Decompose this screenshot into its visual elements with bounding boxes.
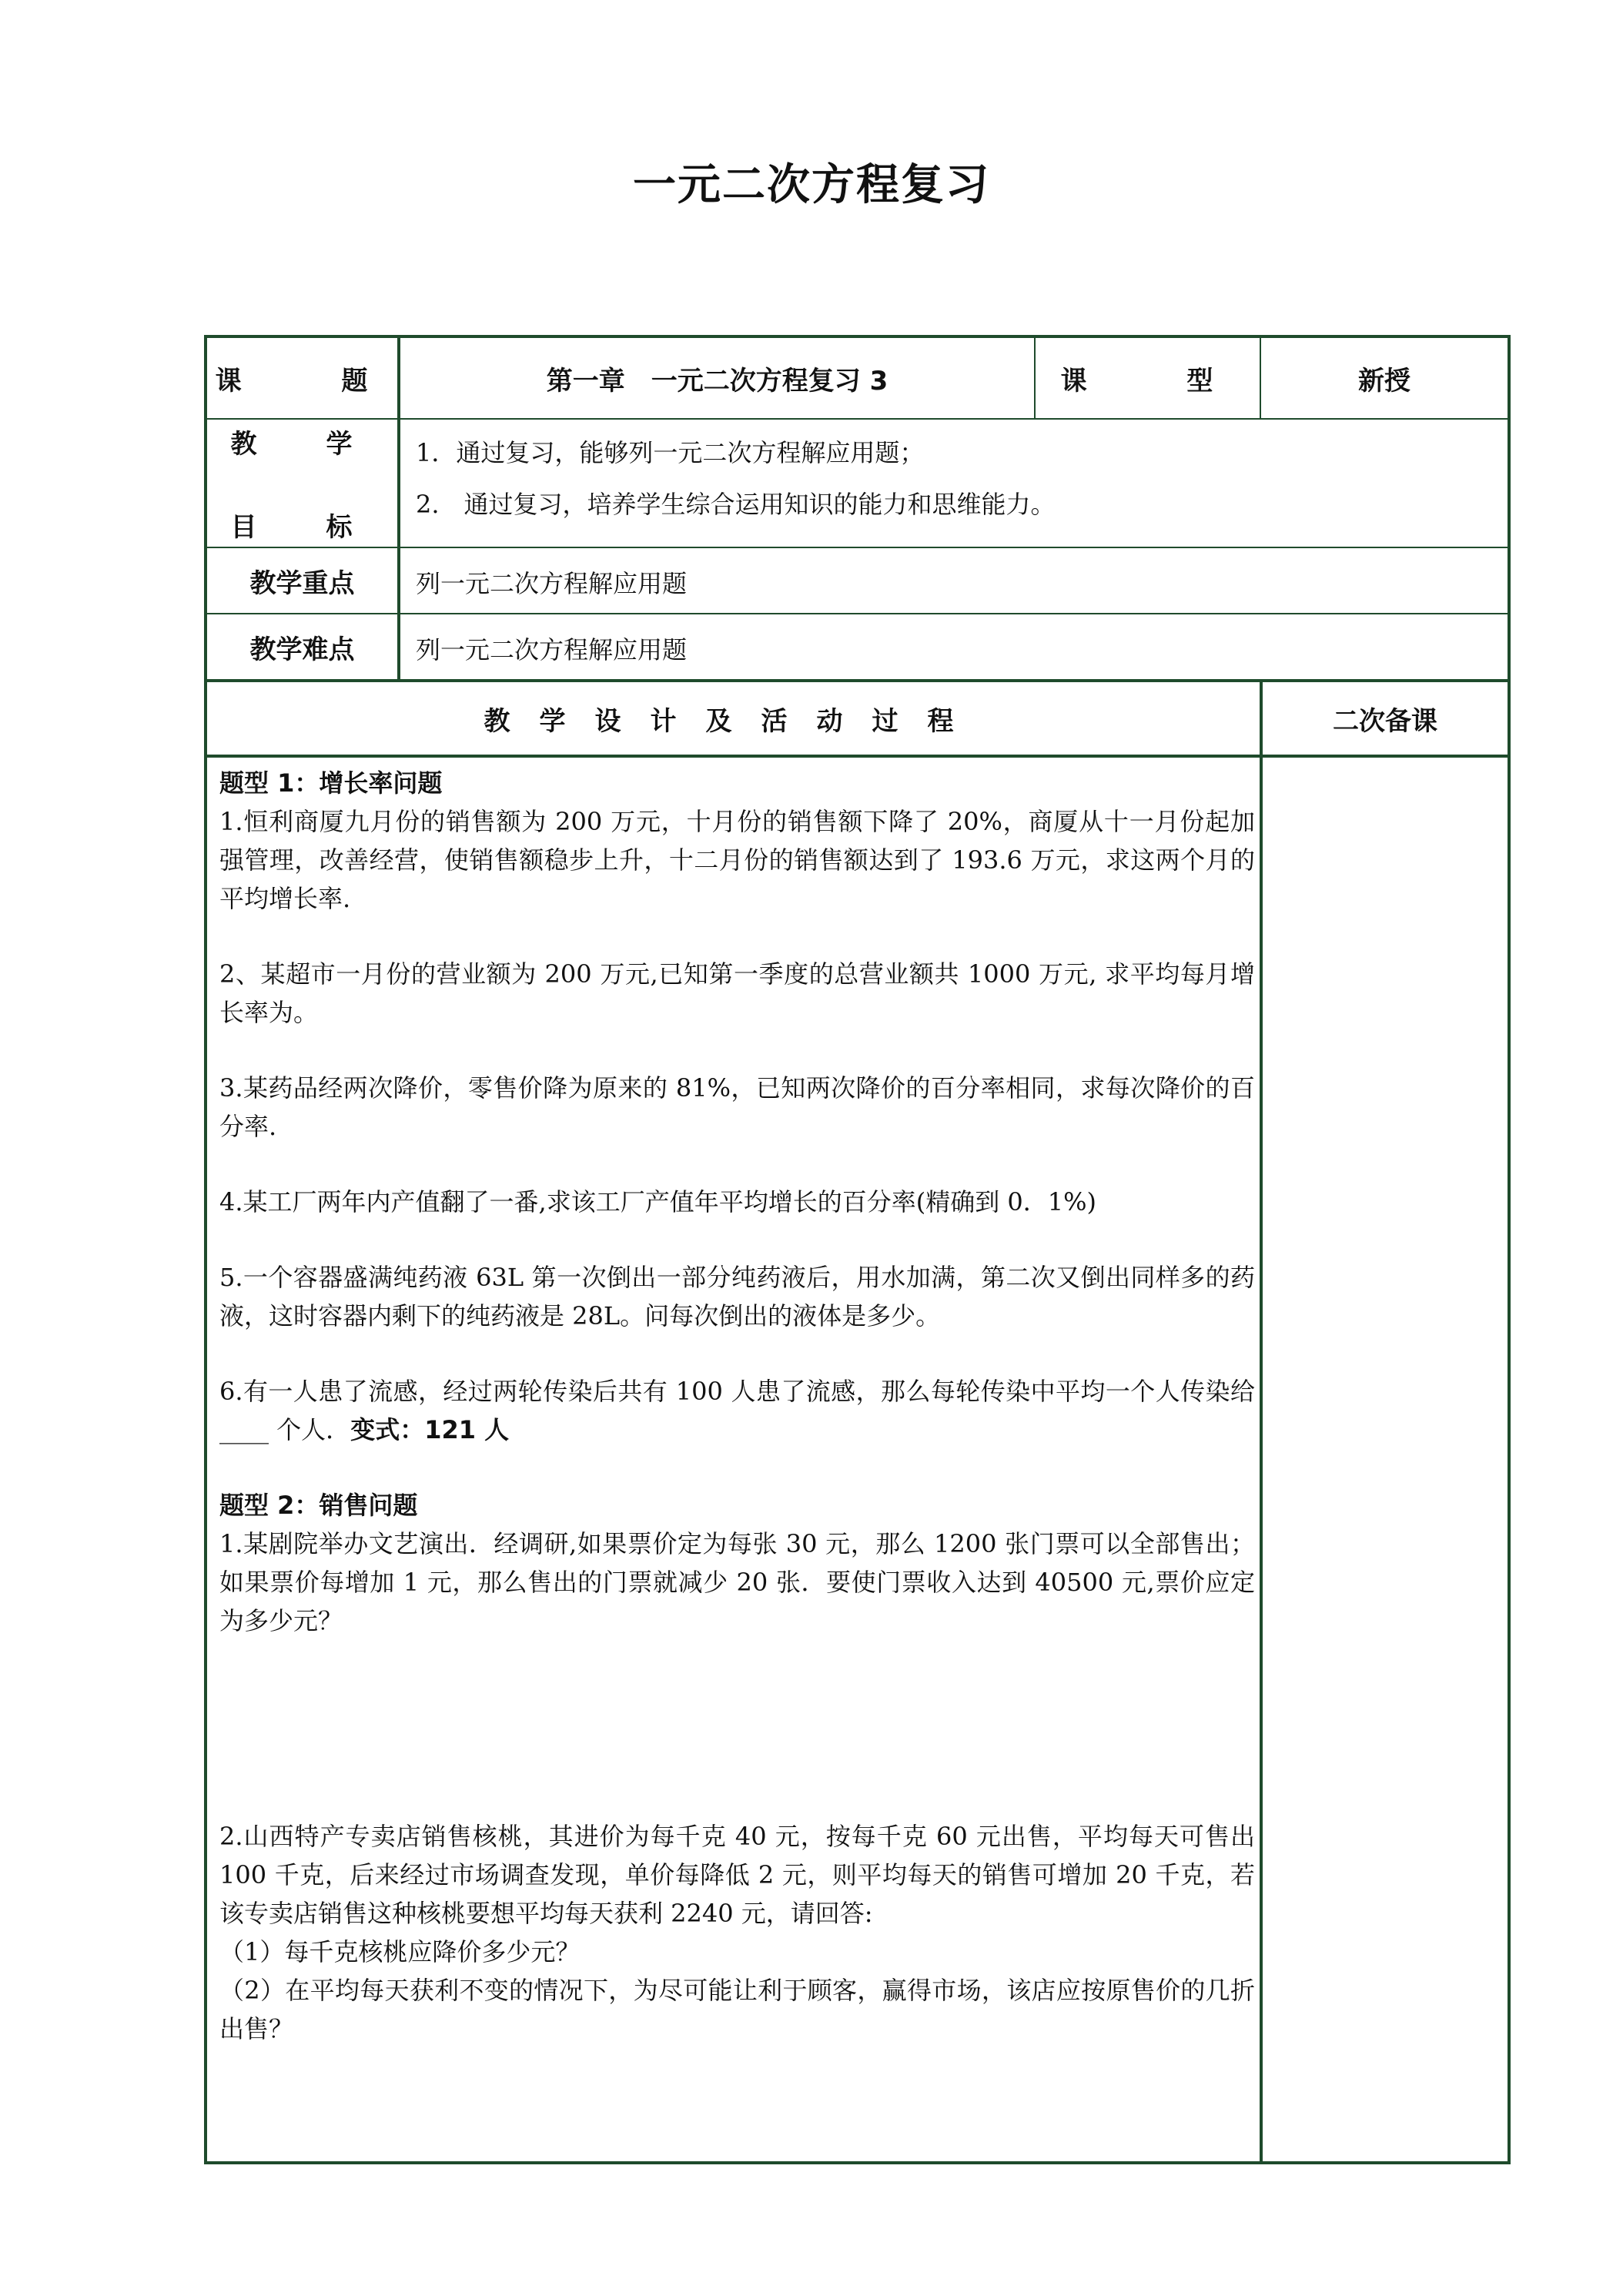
goals-label-top: 教 学 [230, 428, 374, 460]
question-6-variant: 变式：121 人 [350, 1415, 510, 1444]
question-3: 3.某药品经两次降价，零售价降为原来的 81%，已知两次降价的百分率相同，求每次降价的百分率. [219, 1073, 1255, 1141]
type2-heading: 题型 2：销售问题 [219, 1491, 418, 1520]
type1-heading: 题型 1：增长率问题 [219, 768, 443, 798]
goal-item-1: 1．通过复习，能够列一元二次方程解应用题； [416, 438, 925, 467]
question-5: 5.一个容器盛满纯药液 63L 第一次倒出一部分纯药液后，用水加满，第二次又倒出同样多的药液，这时容器内剩下的纯药液是 28L。问每次倒出的液体是多少。 [219, 1263, 1255, 1330]
goal-item-2: 2. 通过复习，培养学生综合运用知识的能力和思维能力。 [416, 490, 1056, 519]
side-header: 二次备课 [1333, 705, 1437, 737]
col-divider [1260, 679, 1263, 2163]
question-2: 2、某超市一月份的营业额为 200 万元,已知第一季度的总营业额共 1000 万元, 求平均每月增长率为。 [219, 959, 1255, 1027]
sales-question-1: 1.某剧院举办文艺演出．经调研,如果票价定为每张 30 元，那么 1200 张门票可以全部售出；如果票价每增加 1 元，那么售出的门票就减少 20 张．要使门票收入达到 40500 元,票价应定为多少元？ [219, 1529, 1255, 1635]
row-divider [206, 613, 1509, 614]
subject-value: 第一章 一元二次方程复习 3 [546, 365, 888, 397]
page-title: 一元二次方程复习 [633, 160, 990, 210]
question-6 [219, 1372, 1255, 1449]
question-1: 1.恒利商厦九月份的销售额为 200 万元，十月份的销售额下降了 20%，商厦从十一月份起加强管理，改善经营，使销售额稳步上升，十二月份的销售额达到了 193.6 万元，求这两个月的平均增长率. [219, 807, 1255, 913]
goals-label-bottom: 目 标 [230, 511, 374, 543]
row-divider [206, 755, 1509, 758]
subject-label: 课 题 [215, 365, 390, 397]
sales-question-2b: （2）在平均每天获利不变的情况下，为尽可能让利于顾客，赢得市场，该店应按原售价的几折出售？ [219, 1976, 1255, 2043]
lesson-content [219, 764, 1255, 2048]
type-label: 课 型 [1060, 365, 1235, 397]
difficulty-label: 教学难点 [249, 634, 355, 665]
design-header: 教学设计及活动过程 [484, 705, 983, 737]
type-value: 新授 [1358, 365, 1411, 397]
sales-question-2: 2.山西特产专卖店销售核桃，其进价为每千克 40 元，按每千克 60 元出售，平均每天可售出 100 千克，后来经过市场调查发现，单价每降低 2 元，则平均每天的销售可增加 20 千克，若该专卖店销售这种核桃要想平均每天获利 2240 元，请回答: [219, 1822, 1255, 1928]
row-divider [206, 547, 1509, 548]
sales-question-2a: （1）每千克核桃应降价多少元？ [219, 1937, 581, 1966]
key-point-label: 教学重点 [249, 567, 355, 599]
key-point-value: 列一元二次方程解应用题 [416, 569, 688, 598]
difficulty-value: 列一元二次方程解应用题 [416, 635, 688, 664]
question-6-text: 6.有一人患了流感，经过两轮传染后共有 100 人患了流感，那么每轮传染中平均一个人传染给____ 个人． [219, 1377, 1255, 1444]
row-divider [206, 418, 1509, 420]
question-4: 4.某工厂两年内产值翻了一番,求该工厂产值年平均增长的百分率(精确到 0．1%) [219, 1187, 1096, 1217]
